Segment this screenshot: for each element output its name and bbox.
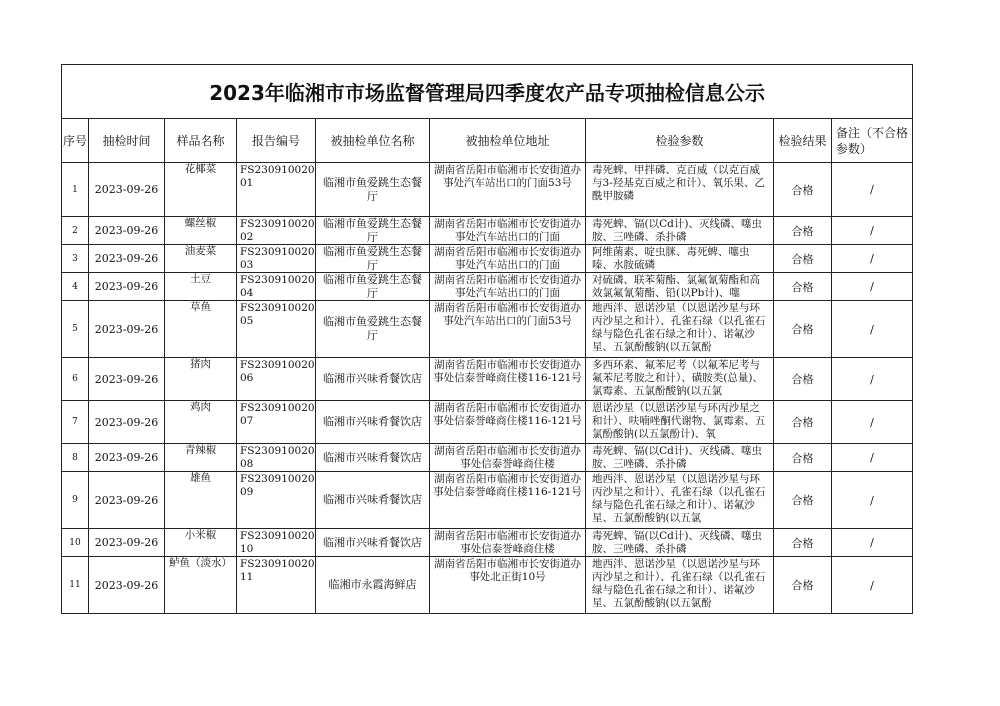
row-no: 7 <box>62 401 89 444</box>
row-no: 11 <box>62 557 89 614</box>
row-sample: 土豆 <box>165 273 237 301</box>
row-no: 6 <box>62 358 89 401</box>
row-date: 2023-09-26 <box>89 358 165 401</box>
row-sample: 小米椒 <box>165 529 237 557</box>
header-address: 被抽检单位地址 <box>430 119 586 163</box>
table-row <box>62 358 913 401</box>
row-sample: 鲈鱼（淡水） <box>165 557 237 614</box>
header-sample: 样品名称 <box>165 119 237 163</box>
row-address: 湖南省岳阳市临湘市长安街道办事处汽车站出口的门面53号 <box>430 301 586 358</box>
row-report: FS23091002001 <box>237 163 316 217</box>
row-report: FS23091002009 <box>237 472 316 529</box>
row-params: 地西泮、恩诺沙星（以恩诺沙星与环丙沙星之和计）、孔雀石绿（以孔雀石绿与隐色孔雀石绿之和计）、诺氟沙星、五氯酚酸钠(以五氯 <box>586 472 774 529</box>
table-body <box>62 163 913 614</box>
row-params: 多西环素、氟苯尼考（以氟苯尼考与氟苯尼考胺之和计）、磺胺类(总量)、氯霉素、五氯酚酸钠(以五氯 <box>586 358 774 401</box>
row-params: 对硫磷、联苯菊酯、氯氟氰菊酯和高效氯氟氰菊酯、铅(以Pb计)、噻 <box>586 273 774 301</box>
row-note: / <box>832 163 913 217</box>
row-sample: 鸡肉 <box>165 401 237 444</box>
row-unit: 临湘市兴味肴餐饮店 <box>316 401 430 444</box>
row-address: 湖南省岳阳市临湘市长安街道办事处信泰誉峰商住楼 <box>430 444 586 472</box>
row-report: FS23091002005 <box>237 301 316 358</box>
row-date: 2023-09-26 <box>89 472 165 529</box>
table-row <box>62 217 913 245</box>
row-report: FS23091002006 <box>237 358 316 401</box>
row-address: 湖南省岳阳市临湘市长安街道办事处汽车站出口的门面 <box>430 217 586 245</box>
table-row <box>62 529 913 557</box>
row-report: FS23091002004 <box>237 273 316 301</box>
row-date: 2023-09-26 <box>89 444 165 472</box>
row-result: 合格 <box>774 529 832 557</box>
row-sample: 草鱼 <box>165 301 237 358</box>
row-no: 5 <box>62 301 89 358</box>
row-unit: 临湘市兴味肴餐饮店 <box>316 358 430 401</box>
row-params: 地西泮、恩诺沙星（以恩诺沙星与环丙沙星之和计）、孔雀石绿（以孔雀石绿与隐色孔雀石绿之和计）、诺氟沙星、五氯酚酸钠(以五氯酚 <box>586 557 774 614</box>
row-no: 9 <box>62 472 89 529</box>
row-sample: 青辣椒 <box>165 444 237 472</box>
row-address: 湖南省岳阳市临湘市长安街道办事处信泰誉峰商住楼116-121号 <box>430 358 586 401</box>
row-result: 合格 <box>774 401 832 444</box>
table-row <box>62 301 913 358</box>
page-title: 2023年临湘市市场监督管理局四季度农产品专项抽检信息公示 <box>62 65 913 119</box>
row-unit: 临湘市兴味肴餐饮店 <box>316 529 430 557</box>
row-unit: 临湘市鱼爱跳生态餐厅 <box>316 163 430 217</box>
row-address: 湖南省岳阳市临湘市长安街道办事处汽车站出口的门面53号 <box>430 163 586 217</box>
row-unit: 临湘市鱼爱跳生态餐厅 <box>316 301 430 358</box>
table-row <box>62 245 913 273</box>
row-params: 阿维菌素、啶虫脒、毒死蜱、噻虫嗪、水胺硫磷 <box>586 245 774 273</box>
header-params: 检验参数 <box>586 119 774 163</box>
row-address: 湖南省岳阳市临湘市长安街道办事处汽车站出口的门面 <box>430 245 586 273</box>
row-unit: 临湘市鱼爱跳生态餐厅 <box>316 217 430 245</box>
table-row <box>62 444 913 472</box>
row-params: 毒死蜱、镉(以Cd计)、灭线磷、噻虫胺、三唑磷、杀扑磷 <box>586 444 774 472</box>
row-note: / <box>832 472 913 529</box>
table-row <box>62 401 913 444</box>
row-address: 湖南省岳阳市临湘市长安街道办事处汽车站出口的门面 <box>430 273 586 301</box>
row-no: 8 <box>62 444 89 472</box>
row-params: 毒死蜱、镉(以Cd计)、灭线磷、噻虫胺、三唑磷、杀扑磷 <box>586 217 774 245</box>
inspection-sheet <box>61 64 912 614</box>
row-address: 湖南省岳阳市临湘市长安街道办事处信泰誉峰商住楼116-121号 <box>430 401 586 444</box>
inspection-table <box>61 64 913 614</box>
row-date: 2023-09-26 <box>89 163 165 217</box>
row-report: FS23091002002 <box>237 217 316 245</box>
row-address: 湖南省岳阳市临湘市长安街道办事处信泰誉峰商住楼 <box>430 529 586 557</box>
row-note: / <box>832 217 913 245</box>
row-sample: 油麦菜 <box>165 245 237 273</box>
row-report: FS23091002007 <box>237 401 316 444</box>
row-result: 合格 <box>774 301 832 358</box>
header-report: 报告编号 <box>237 119 316 163</box>
row-result: 合格 <box>774 273 832 301</box>
table-row <box>62 557 913 614</box>
header-note: 备注（不合格参数） <box>832 119 913 163</box>
row-no: 4 <box>62 273 89 301</box>
row-address: 湖南省岳阳市临湘市长安街道办事处北正街10号 <box>430 557 586 614</box>
row-report: FS23091002008 <box>237 444 316 472</box>
row-note: / <box>832 444 913 472</box>
row-sample: 花椰菜 <box>165 163 237 217</box>
row-params: 恩诺沙星（以恩诺沙星与环丙沙星之和计）、呋喃唑酮代谢物、氯霉素、五氯酚酸钠(以五氯酚计)、氧 <box>586 401 774 444</box>
row-report: FS23091002011 <box>237 557 316 614</box>
row-date: 2023-09-26 <box>89 273 165 301</box>
row-unit: 临湘市兴味肴餐饮店 <box>316 472 430 529</box>
row-unit: 临湘市永霞海鲜店 <box>316 557 430 614</box>
row-result: 合格 <box>774 472 832 529</box>
row-no: 2 <box>62 217 89 245</box>
row-result: 合格 <box>774 245 832 273</box>
row-report: FS23091002003 <box>237 245 316 273</box>
header-result: 检验结果 <box>774 119 832 163</box>
row-address: 湖南省岳阳市临湘市长安街道办事处信泰誉峰商住楼116-121号 <box>430 472 586 529</box>
table-row <box>62 273 913 301</box>
header-unit: 被抽检单位名称 <box>316 119 430 163</box>
row-note: / <box>832 273 913 301</box>
row-sample: 雄鱼 <box>165 472 237 529</box>
row-report: FS23091002010 <box>237 529 316 557</box>
row-note: / <box>832 557 913 614</box>
row-no: 10 <box>62 529 89 557</box>
row-note: / <box>832 301 913 358</box>
row-note: / <box>832 358 913 401</box>
row-note: / <box>832 401 913 444</box>
row-date: 2023-09-26 <box>89 401 165 444</box>
row-date: 2023-09-26 <box>89 529 165 557</box>
row-params: 地西泮、恩诺沙星（以恩诺沙星与环丙沙星之和计）、孔雀石绿（以孔雀石绿与隐色孔雀石绿之和计）、诺氟沙星、五氯酚酸钠(以五氯酚 <box>586 301 774 358</box>
row-result: 合格 <box>774 217 832 245</box>
row-result: 合格 <box>774 557 832 614</box>
row-note: / <box>832 529 913 557</box>
row-result: 合格 <box>774 444 832 472</box>
row-no: 1 <box>62 163 89 217</box>
row-note: / <box>832 245 913 273</box>
row-params: 毒死蜱、镉(以Cd计)、灭线磷、噻虫胺、三唑磷、杀扑磷 <box>586 529 774 557</box>
row-no: 3 <box>62 245 89 273</box>
table-row <box>62 472 913 529</box>
header-date: 抽检时间 <box>89 119 165 163</box>
row-date: 2023-09-26 <box>89 245 165 273</box>
row-result: 合格 <box>774 163 832 217</box>
row-date: 2023-09-26 <box>89 217 165 245</box>
row-date: 2023-09-26 <box>89 557 165 614</box>
row-result: 合格 <box>774 358 832 401</box>
row-sample: 猪肉 <box>165 358 237 401</box>
header-no: 序号 <box>62 119 89 163</box>
header-row <box>62 119 913 163</box>
title-row <box>62 65 913 119</box>
table-row <box>62 163 913 217</box>
row-unit: 临湘市兴味肴餐饮店 <box>316 444 430 472</box>
row-unit: 临湘市鱼爱跳生态餐厅 <box>316 245 430 273</box>
row-params: 毒死蜱、甲拌磷、克百威（以克百威与3-羟基克百威之和计）、氧乐果、乙酰甲胺磷 <box>586 163 774 217</box>
row-unit: 临湘市鱼爱跳生态餐厅 <box>316 273 430 301</box>
row-sample: 螺丝椒 <box>165 217 237 245</box>
row-date: 2023-09-26 <box>89 301 165 358</box>
